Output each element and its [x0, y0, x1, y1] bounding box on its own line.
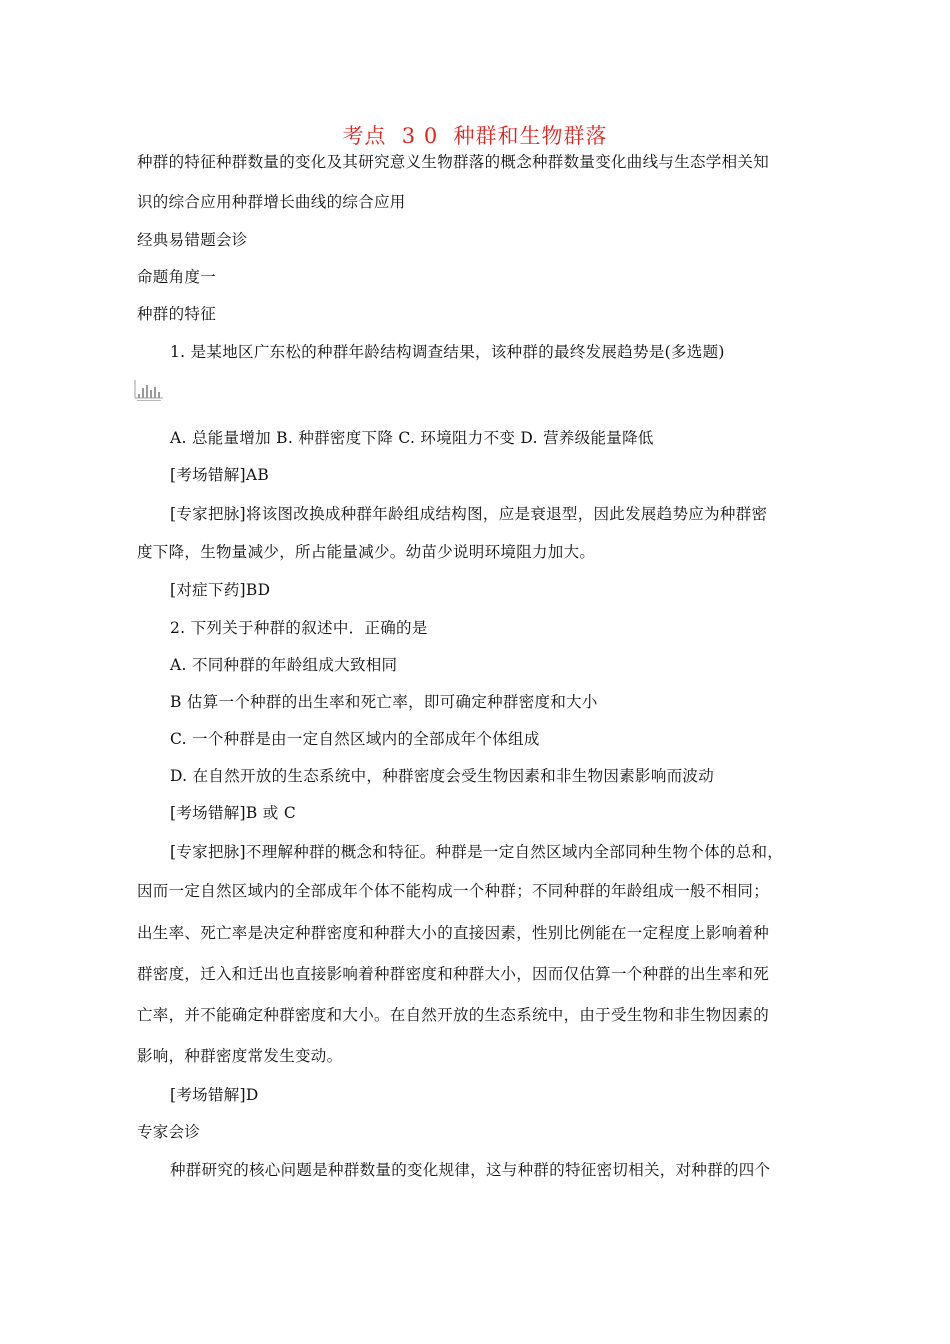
expert-analysis-cont: 度下降，生物量减少，所占能量减少。幼苗少说明环境阻力加大。 — [137, 543, 596, 561]
question-2-stem: 2. 下列关于种群的叙述中．正确的是 — [170, 619, 428, 637]
section-heading: 命题角度一 — [137, 268, 217, 286]
text-line: 种群的特征种群数量的变化及其研究意义生物群落的概念种群数量变化曲线与生态学相关知 — [137, 153, 770, 171]
question-1-options: A. 总能量增加 B. 种群密度下降 C. 环境阻力不变 D. 营养级能量降低 — [170, 429, 654, 447]
expert-analysis: [专家把脉]不理解种群的概念和特征。种群是一定自然区域内全部同种生物个体的总和， — [170, 843, 784, 861]
document-title: 考点 3 0 种群和生物群落 — [342, 124, 608, 148]
wrong-answer-label: [考场错解]AB — [170, 466, 270, 484]
text-line: 种群研究的核心问题是种群数量的变化规律，这与种群的特征密切相关，对种群的四个 — [170, 1161, 771, 1179]
expert-analysis-cont: 亡率，并不能确定种群密度和大小。在自然开放的生态系统中，由于受生物和非生物因素的 — [137, 1006, 770, 1024]
age-structure-figure — [133, 378, 165, 404]
expert-analysis-cont: 因而一定自然区域内的全部成年个体不能构成一个种群；不同种群的年龄组成一般不相同； — [137, 882, 770, 900]
section-heading: 经典易错题会诊 — [137, 231, 248, 249]
expert-analysis: [专家把脉]将该图改换成种群年龄组成结构图，应是衰退型，因此发展趋势应为种群密 — [170, 505, 768, 523]
text-line: 识的综合应用种群增长曲线的综合应用 — [137, 193, 406, 211]
expert-analysis-cont: 影响，种群密度常发生变动。 — [137, 1047, 343, 1065]
question-2-option-d: D. 在自然开放的生态系统中，种群密度会受生物因素和非生物因素影响而波动 — [170, 767, 715, 785]
question-1-stem: 1. 是某地区广东松的种群年龄结构调查结果，该种群的最终发展趋势是(多选题) — [170, 343, 725, 361]
question-2-option-c: C. 一个种群是由一定自然区域内的全部成年个体组成 — [170, 730, 540, 748]
section-heading: 专家会诊 — [137, 1123, 201, 1141]
section-heading: 种群的特征 — [137, 305, 217, 323]
answer-label: [考场错解]D — [170, 1086, 259, 1104]
wrong-answer-label: [考场错解]B 或 C — [170, 804, 296, 822]
expert-analysis-cont: 群密度，迁入和迁出也直接影响着种群密度和种群大小，因而仅估算一个种群的出生率和死 — [137, 965, 770, 983]
question-2-option-a: A. 不同种群的年龄组成大致相同 — [170, 656, 398, 674]
question-2-option-b: B 估算一个种群的出生率和死亡率，即可确定种群密度和大小 — [170, 693, 598, 711]
expert-analysis-cont: 出生率、死亡率是决定种群密度和种群大小的直接因素，性别比例能在一定程度上影响着种 — [137, 924, 770, 942]
correct-answer-label: [对症下药]BD — [170, 581, 271, 599]
